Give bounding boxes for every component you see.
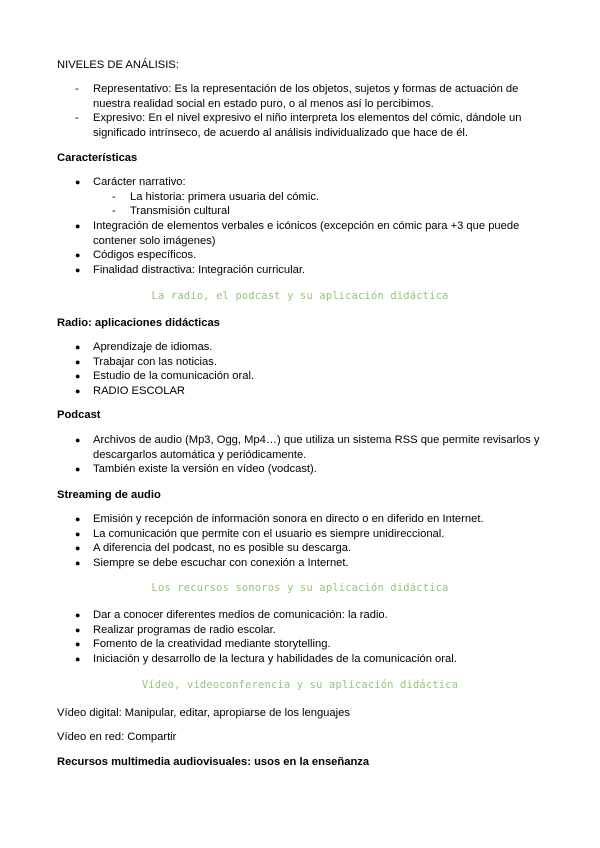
list-item-text: Dar a conocer diferentes medios de comunicación: la radio. (93, 609, 388, 621)
bullet-icon: ● (75, 357, 81, 367)
list-item-text: Emisión y recepción de información sonora en directo o en diferido en Internet. (93, 513, 484, 525)
list-item-text: RADIO ESCOLAR (93, 385, 186, 397)
bullet-icon: ● (75, 265, 81, 275)
section-title-video: Vídeo, videoconferencia y su aplicación didáctica (141, 679, 459, 691)
list-item-text: Estudio de la comunicación oral. (93, 370, 255, 382)
section-heading: Radio: aplicaciones didácticas (57, 317, 220, 329)
dash-bullet-icon: - (112, 205, 116, 217)
section-heading: Recursos multimedia audiovisuales: usos en la enseñanza (57, 756, 370, 768)
section-heading: Características (57, 152, 138, 164)
paragraph: Vídeo digital: Manipular, editar, apropiarse de los lenguajes (57, 707, 350, 719)
list-item-text: Códigos específicos. (93, 249, 197, 261)
list-item-text: contener solo imágenes) (93, 234, 216, 247)
list-item-text: Fomento de la creatividad mediante storytelling. (93, 638, 331, 650)
list-item (57, 82, 542, 112)
list-item-text: La historia: primera usuaria del cómic. (130, 191, 320, 203)
list-item (57, 111, 542, 141)
list-item (57, 433, 542, 463)
list-item-text: Trabajar con las noticias. (93, 356, 217, 368)
list-item-text: nuestra realidad social en estado puro, o al menos así lo percibimos. (93, 97, 434, 110)
bullet-icon: ● (75, 610, 81, 620)
bullet-icon: ● (75, 371, 81, 381)
list-item-text: Siempre se debe escuchar con conexión a Internet. (93, 557, 349, 569)
list-item-text: Carácter narrativo: (93, 176, 186, 188)
section-title-radio: La radio, el podcast y su aplicación didáctica (151, 290, 449, 302)
bullet-icon: ● (75, 639, 81, 649)
list-item-text: Representativo: Es la representación de los objetos, sujetos y formas de actuación de (93, 83, 519, 95)
list-item-text: Aprendizaje de idiomas. (93, 341, 213, 353)
bullet-icon: ● (75, 558, 81, 568)
bullet-icon: ● (75, 435, 81, 445)
bullet-icon: ● (75, 654, 81, 664)
list-item-text: La comunicación que permite con el usuario es siempre unidireccional. (93, 528, 445, 540)
section-title-sonoros: Los recursos sonoros y su aplicación didáctica (151, 582, 449, 594)
bullet-icon: ● (75, 625, 81, 635)
dash-bullet-icon: - (75, 112, 79, 124)
list-item-text: Integración de elementos verbales e icónicos (excepción en cómic para +3 que puede (93, 220, 520, 232)
bullet-icon: ● (75, 250, 81, 260)
list-item-text: Transmisión cultural (130, 205, 230, 217)
section-heading: Podcast (57, 409, 101, 421)
bullet-icon: ● (75, 386, 81, 396)
list-item-text: A diferencia del podcast, no es posible su descarga. (93, 542, 352, 554)
bullet-icon: ● (75, 514, 81, 524)
bullet-icon: ● (75, 221, 81, 231)
section-heading: Streaming de audio (57, 489, 161, 501)
dash-bullet-icon: - (75, 83, 79, 95)
dash-bullet-icon: - (112, 191, 116, 203)
list-item (57, 219, 542, 249)
list-item-text: También existe la versión en vídeo (vodcast). (93, 463, 317, 475)
bullet-icon: ● (75, 342, 81, 352)
list-item-text: Finalidad distractiva: Integración curricular. (93, 264, 306, 276)
paragraph: Vídeo en red: Compartir (57, 731, 177, 743)
list-item-text: significado intrínseco, de acuerdo al análisis individualizado que hace de él. (93, 126, 469, 139)
list-item-text: descargarlos automática y periódicamente. (93, 448, 307, 461)
list-item-text: Expresivo: En el nivel expresivo el niño interpreta los elementos del cómic, dándole un (93, 112, 522, 124)
list-item-text: Realizar programas de radio escolar. (93, 624, 276, 636)
bullet-icon: ● (75, 464, 81, 474)
bullet-icon: ● (75, 529, 81, 539)
bullet-icon: ● (75, 177, 81, 187)
niveles-title: NIVELES DE ANÁLISIS: (57, 59, 179, 71)
list-item-text: Iniciación y desarrollo de la lectura y habilidades de la comunicación oral. (93, 653, 457, 665)
bullet-icon: ● (75, 543, 81, 553)
list-item-text: Archivos de audio (Mp3, Ogg, Mp4…) que utiliza un sistema RSS que permite revisarlos y (93, 434, 540, 446)
